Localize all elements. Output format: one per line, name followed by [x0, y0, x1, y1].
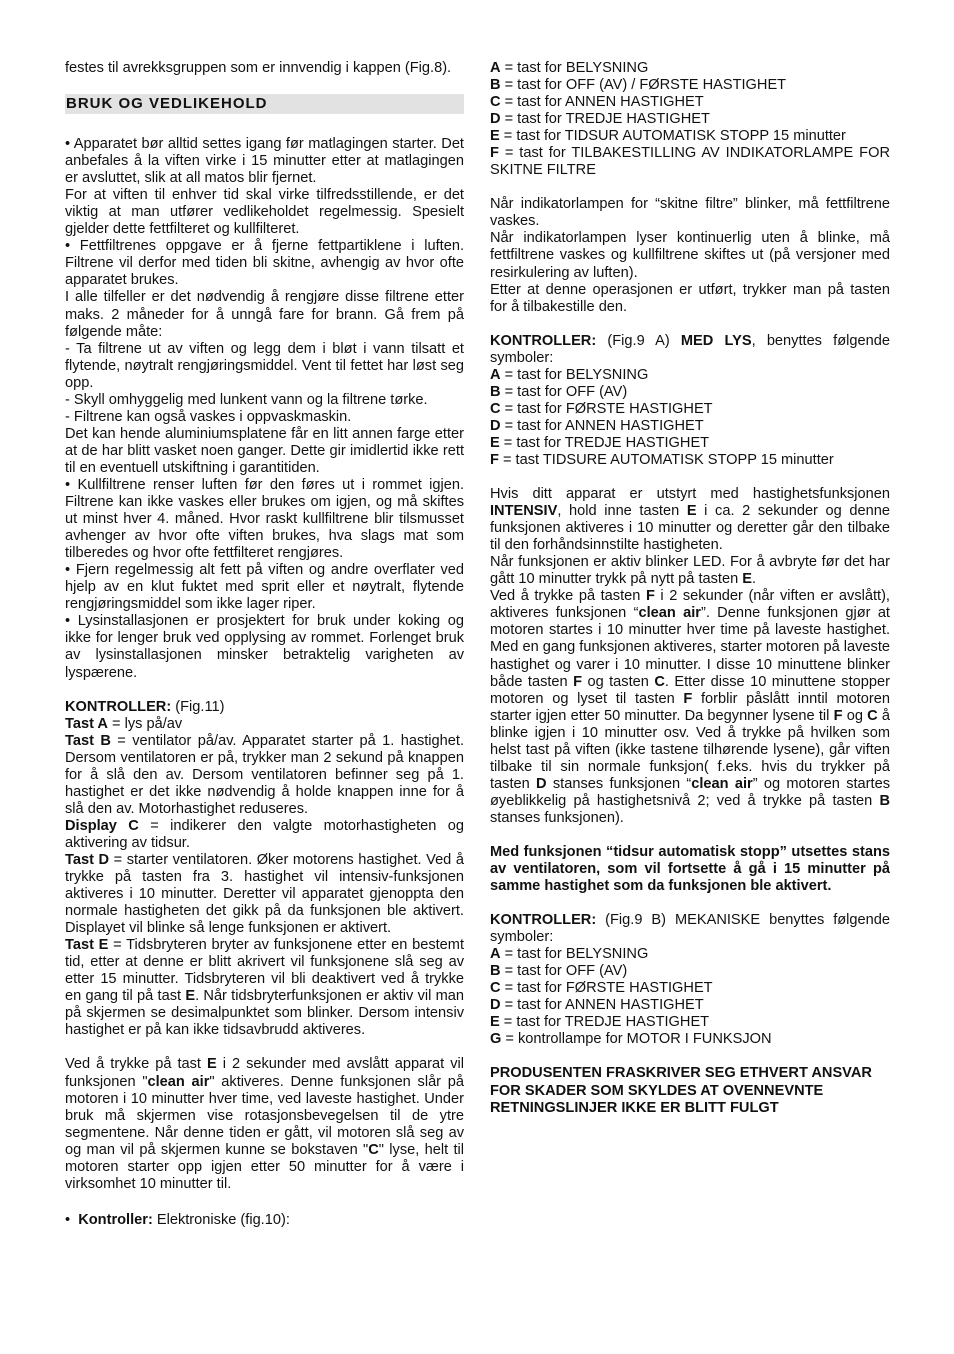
list-item: F = tast for TILBAKESTILLING AV INDIKATORLAMPE FOR SKITNE FILTRE [490, 145, 890, 179]
list-item: A = tast for BELYSNING [490, 366, 649, 383]
list-item: C = tast for ANNEN HASTIGHET [490, 94, 704, 111]
filter-paragraph: Etter at denne operasjonen er utført, trykker man på tasten for å tilbakestille den. [490, 281, 890, 315]
kontroller-lys-heading: KONTROLLER: (Fig.9 A) MED LYS, benyttes følgende symboler: [490, 332, 890, 366]
tast-b: Tast B = ventilator på/av. Apparatet starter på 1. hastighet. Dersom ventilatoren er på, trykker man 2 sekund på knappen for å slå den av. Dersom ventilatoren befinner seg på 1. hastighet er det ikke nødvendig å holde knappen inne for å slå den av. Motorhastighet reduseres. [65, 732, 464, 817]
list-item: E = tast for TIDSUR AUTOMATISK STOPP 15 minutter [490, 128, 846, 145]
filter-paragraph: Når indikatorlampen lyser kontinuerlig uten å blinke, må fettfiltrene vaskes og kullfiltrene skiftes ut (på versjoner med resirkulering av luften). [490, 230, 890, 281]
key-list-lys [490, 367, 890, 469]
paragraph: - Skyll omhyggelig med lunkent vann og la filtrene tørke. [65, 391, 428, 408]
display-c: Display C = indikerer den valgte motorhastigheten og aktivering av tidsur. [65, 817, 465, 851]
list-item: D = tast for ANNEN HASTIGHET [490, 417, 704, 434]
list-item: D = tast for TREDJE HASTIGHET [490, 111, 710, 128]
paragraph: I alle tilfeller er det nødvendig å rengjøre disse filtrene etter maks. 2 måneder for å unngå fare for brann. Gå frem på følgende måte: [65, 289, 464, 340]
list-item: D = tast for ANNEN HASTIGHET [490, 997, 704, 1014]
tast-a: Tast A = lys på/av [65, 715, 183, 732]
list-item: A = tast for BELYSNING [490, 60, 649, 76]
paragraph: For at viften til enhver tid skal virke tilfredsstillende, er det viktig at man utfører vedlikeholdet regelmessig. Spesielt gjelder dette fettfilteret og kullfilteret. [65, 187, 464, 238]
list-item: B = tast for OFF (AV) / FØRSTE HASTIGHET [490, 77, 787, 94]
paragraph: Det kan hende aluminiumsplatene får en litt annen farge etter at de har blitt vasket noen ganger. Dette gir imidlertid ikke rett til en eventuell utskiftning i garantitiden. [65, 425, 464, 476]
intensiv-paragraph: Hvis ditt apparat er utstyrt med hastighetsfunksjonen INTENSIV, hold inne tasten E i ca. 2 sekunder og denne funksjonen aktiveres i 10 minutter og deretter går den tilbake til den forhåndsinnstilte hastigheten. [490, 486, 890, 554]
kontroller-heading: KONTROLLER: (Fig.11) [65, 698, 225, 715]
paragraph: - Ta filtrene ut av viften og legg dem i bløt i vann tilsatt et flytende, nøytralt rengjøringsmiddel. Vent til fettet har løst seg opp. [65, 340, 464, 391]
tast-e: Tast E = Tidsbryteren bryter av funksjonene etter en bestemt tid, etter at denne er blitt akrivert vil funksjonene slå seg av etter 15 minutter. Tidsbryteren vil bli deaktivert ved å trykke en gang til på tast E. Når tidsbryterfunksjonen er aktiv vil man på skjermen se desimalpunktet som blinker. Dersom intensiv hastighet er på kan ikke tidsavbrudd aktiveres. [65, 937, 465, 1039]
list-item: B = tast for OFF (AV) [490, 383, 628, 400]
clean-air-paragraph: Ved å trykke på tast E i 2 sekunder med avslått apparat vil funksjonen "clean air" aktiveres. Denne funksjonen slår på motoren i 10 minutter hver time, ved laveste hastighet. Under bruk må skjermen vise rotasjonsbevegelsen til de ytre segmentene. Når denne tiden er gått, vil motoren slå seg av og man vil på skjermen kunne se bokstaven "C" lyse, helt til motoren starter opp igjen etter 50 minutter for å være i virksomhet 10 minutter til. [65, 1056, 465, 1192]
left-column [65, 60, 464, 1229]
led-paragraph: Når funksjonen er aktiv blinker LED. For å avbryte før det har gått 10 minutter trykk på nytt på tasten E. [490, 554, 890, 588]
list-item: C = tast for FØRSTE HASTIGHET [490, 980, 713, 997]
elektroniske-bullet: • Kontroller: Elektroniske (fig.10): [65, 1211, 290, 1228]
intro-paragraph: festes til avrekksgruppen som er innvendig i kappen (Fig.8). [65, 60, 452, 76]
clean-air-paragraph-right: Ved å trykke på tasten F i 2 sekunder (når viften er avslått), aktiveres funksjonen “clean air”. Denne funksjonen gjør at motoren startes i 10 minutter hver time på laveste hastighet. Med en gang funksjonen aktiveres, starter motoren på laveste hastighet og varer i 10 minutter. I disse 10 minuttene blinker både tasten F og tasten C. Etter disse 10 minuttene stopper motoren og lyset til tasten F forblir påslått inntil motoren starter igjen etter 50 minutter. Da begynner lysene til F og C å blinke igjen i 10 minutter osv. Ved å trykke på hvilken som helst tast på viften (ikke tastene tilhørende lysene), går viften tilbake til sin normale funksjon( f.eks. hvis du trykker på tasten D stanses funksjonen “clean air” og motoren startes øyeblikkelig på hastighetsnivå 2; ved å trykke på tasten B stanses funksjonen). [490, 588, 891, 826]
tidsur-note: Med funksjonen “tidsur automatisk stopp” utsettes stans av ventilatoren, som vil fortsette å gå i 15 minutter på samme hastighet som da funksjonen ble aktivert. [490, 843, 890, 895]
list-item: B = tast for OFF (AV) [490, 963, 628, 980]
section-heading: BRUK OG VEDLIKEHOLD [65, 94, 464, 114]
paragraph: • Apparatet bør alltid settes igang før matlagingen starter. Det anbefales å la viften virke i 15 minutter etter at matlagingen er avsluttet, slik at all matos blir fjernet. [65, 136, 464, 187]
key-list-electronic [490, 60, 890, 179]
list-item: A = tast for BELYSNING [490, 946, 649, 963]
list-item: C = tast for FØRSTE HASTIGHET [490, 400, 713, 417]
list-item: E = tast for TREDJE HASTIGHET [490, 1014, 710, 1031]
paragraph: - Filtrene kan også vaskes i oppvaskmaskin. [65, 408, 352, 425]
list-item: E = tast for TREDJE HASTIGHET [490, 434, 710, 451]
right-column [490, 60, 890, 1117]
filter-paragraph: Når indikatorlampen for “skitne filtre” blinker, må fettfiltrene vaskes. [490, 196, 890, 230]
key-list-mekaniske [490, 946, 890, 1048]
paragraph: • Fettfiltrenes oppgave er å fjerne fettpartiklene i luften. Filtrene vil derfor med tiden bli skitne, avhengig av hvor ofte apparatet brukes. [65, 238, 464, 289]
disclaimer: PRODUSENTEN FRASKRIVER SEG ETHVERT ANSVAR FOR SKADER SOM SKYLDES AT OVENNEVNTE RETNINGSLINJER IKKE ER BLITT FULGT [490, 1065, 872, 1116]
paragraph: • Fjern regelmessig alt fett på viften og andre overflater ved hjelp av en klut fuktet med sprit eller et nøytralt, flytende rengjøringsmiddel som ikke lager riper. [65, 562, 464, 613]
paragraph: • Lysinstallasjonen er prosjektert for bruk under koking og ikke for lenger bruk ved opplysing av rommet. Forlenget bruk av lysinstallasjonen minsker betraktelig varigheten av lyspærene. [65, 613, 464, 681]
list-item: G = kontrollampe for MOTOR I FUNKSJON [490, 1031, 772, 1048]
paragraph: • Kullfiltrene renser luften før den føres ut i rommet igjen. Filtrene kan ikke vaskes eller brukes om igjen, og må skiftes ut minst hver 4. måned. Hvor raskt kullfiltrene blir tilsmusset avhenger av hvor ofte viften brukes, hva slags mat som tilberedes og hvor ofte fettfilteret rengjøres. [65, 476, 464, 562]
list-item: F = tast TIDSURE AUTOMATISK STOPP 15 minutter [490, 451, 834, 468]
kontroller-mekaniske-heading: KONTROLLER: (Fig.9 B) MEKANISKE benyttes følgende symboler: [490, 912, 890, 946]
tast-d: Tast D = starter ventilatoren. Øker motorens hastighet. Ved å trykke på tasten fra 3. hastighet vil intensiv-funksjonen aktiveres i 10 minutter. Deretter vil apparatet gjenoppta den normale hastigheten det gikk på da funksjonen ble aktivert. Displayet vil blinke så lenge funksjonen er aktivert. [65, 851, 464, 937]
